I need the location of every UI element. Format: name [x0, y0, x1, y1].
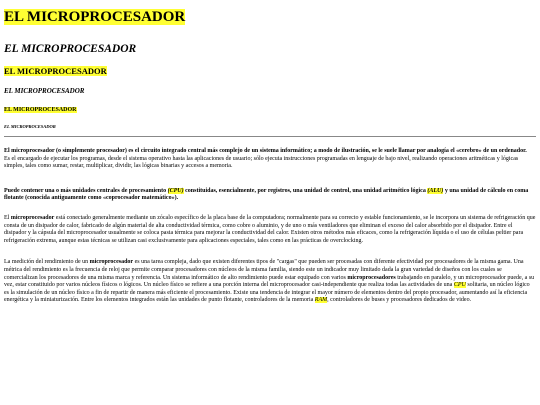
- definition-bold: El microprocesador (o simplemente procesador) es el circuito integrado central más complejo de un sistema informático; a modo de ilustración, se le suele llamar por analogía el «cerebro» de un ordenador.: [4, 148, 527, 154]
- heading-3: [4, 66, 536, 76]
- alu-highlight: (ALU): [427, 187, 444, 194]
- components-text-c: y una unidad de cálculo en coma flotante (conocida antiguamente como «coprocesador matemático»).: [4, 187, 529, 202]
- ram-highlight: RAM: [314, 297, 328, 304]
- performance-text-g: , controladores de buses y procesadores dedicados de video.: [327, 297, 472, 304]
- performance-text-c: es una tarea compleja, dado que existen diferentes tipos de "cargas" que pueden ser procesadas con diferente efectividad por procesadores de la misma gama. Una métrica del rendimiento es la frecuencia de reloj que permite comparar procesadores con núcleos de la misma familia, siendo este un indicador muy limitado dada la gran variedad de diseños con los cuales se comercializan los procesadores de una misma marca y referencia. Un sistema informático de alto rendimiento puede estar equipado con varios: [4, 259, 524, 281]
- heading-5: [4, 106, 536, 114]
- paragraph-definition: [4, 148, 536, 171]
- cooling-bold: microprocesador: [10, 214, 55, 221]
- heading-4: EL MICROPROCESADOR: [4, 87, 85, 95]
- heading-1-text: EL MICROPROCESADOR: [4, 9, 186, 25]
- performance-text-f: solitaria, un núcleo lógico es la simulación de un núcleo físico a fin de repartir de manera más eficiente el procesamiento. Existe una tendencia de integrar el mayor número de elementos dentro del propio procesador, aumentando así la eficiencia energética y la miniaturización. Entre los elementos integrados están las unidades de punto flotante, controladores de la memoria: [4, 282, 530, 304]
- cpu-highlight-2: CPU: [453, 282, 466, 289]
- performance-bold-2: microprocesadores: [347, 274, 396, 281]
- definition-rest: Es el encargado de ejecutar los programas, desde el sistema operativo hasta las aplicaciones de usuario; sólo ejecuta instrucciones programadas en lenguaje de bajo nivel, realizando operaciones aritméticas y lógicas simples, tales como sumar, restar, multiplicar, dividir, las lógicas binarias y accesos a memoria.: [4, 155, 519, 170]
- cooling-text-c: está conectado generalmente mediante un zócalo específico de la placa base de la computadora; normalmente para su correcto y estable funcionamiento, se le incorpora un sistema de refrigeración que consta de un disipador de calor, fabricado de algún material de alta conductividad térmica, como cobre o aluminio, y de uno o más ventiladores que eliminan el exceso del calor absorbido por el disipador. Entre el disipador y la cápsula del microprocesador usualmente se coloca pasta térmica para mejorar la conductividad del calor. Existen otros métodos más eficaces, como la refrigeración líquida o el uso de células peltier para refrigeración extrema, aunque estas técnicas se utilizan casi exclusivamente para aplicaciones especiales, tales como en las prácticas de overclocking.: [4, 214, 536, 244]
- heading-5-text: EL MICROPROCESADOR: [4, 107, 77, 113]
- performance-text-a: La medición del rendimiento de un: [4, 259, 89, 266]
- heading-2: EL MICROPROCESADOR: [4, 43, 137, 55]
- performance-bold-1: microprocesador: [89, 259, 134, 266]
- heading-3-text: EL MICROPROCESADOR: [4, 66, 107, 76]
- components-text-a: Puede contener una o más unidades centrales de procesamiento: [4, 187, 167, 194]
- horizontal-rule: [4, 136, 536, 137]
- paragraph-components: [4, 188, 536, 203]
- paragraph-cooling: [4, 215, 536, 245]
- heading-1: [4, 8, 536, 26]
- heading-6: EL MICROPROCESADOR: [4, 124, 56, 129]
- cpu-highlight: (CPU): [167, 187, 184, 194]
- performance-text-e: trabajando en paralelo, y un microprocesador puede, a su vez, estar constituido por varios núcleos físicos o lógicos. Un núcleo físico se refiere a una porción interna del microprocesador casi-independiente que realiza todas las actividades de una: [4, 274, 535, 289]
- components-text-b: constituidas, esencialmente, por registros, una unidad de control, una unidad aritmético lógica: [185, 187, 426, 194]
- cooling-text-a: El: [4, 214, 10, 221]
- paragraph-performance: [4, 259, 536, 305]
